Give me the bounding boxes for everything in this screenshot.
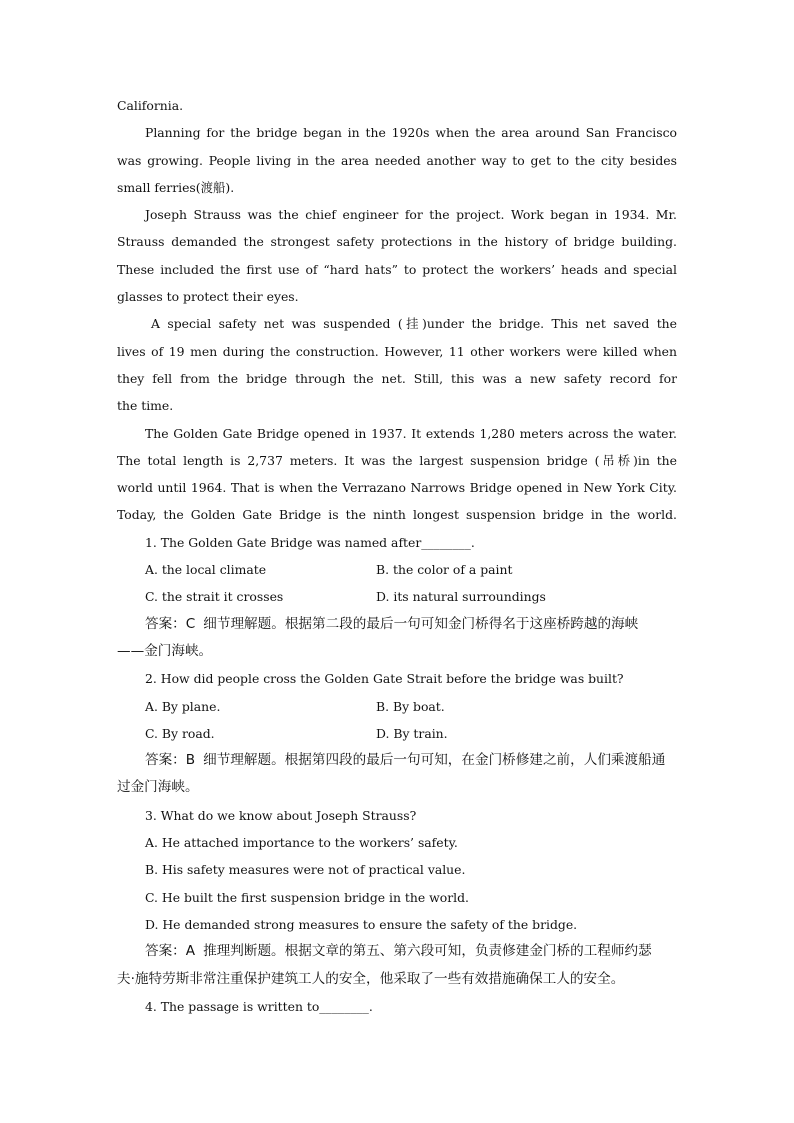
question-stem: 3. What do we know about Joseph Strauss? [145,807,417,823]
passage-line: California. [117,98,184,113]
passage-line: A special safety net was suspended (挂)under the bridge. This net saved the [151,316,677,332]
question-stem: 2. How did people cross the Golden Gate Strait before the bridge was built? [145,671,624,687]
answer-label: 答案：C [145,615,196,632]
question-options-row [117,720,677,747]
passage-line: These included the first use of “hard hats” to protect the workers’ heads and special [117,261,677,277]
passage-line: was growing. People living in the area needed another way to get to the city besides [117,152,677,168]
question-options-row [117,556,677,583]
explanation-continuation: 过金门海峡。 [117,779,199,796]
question-options-row [117,583,677,610]
passage-line: The total length is 2,737 meters. It was the largest suspension bridge (吊桥)in the [117,452,677,468]
option-b: B. By boat. [376,698,445,714]
answer-explanation [117,938,677,965]
explanation-text: 细节理解题。根据第四段的最后一句可知，在金门桥修建之前，人们乘渡船通 [203,752,666,769]
option-a: A. the local climate [145,562,267,578]
explanation-continuation: 夫·施特劳斯非常注重保护建筑工人的安全，他采取了一些有效措施确保工人的安全。 [117,970,625,987]
answer-explanation [117,611,677,638]
passage-line: Planning for the bridge began in the 1920s when the area around San Francisco [145,125,677,141]
passage-line: world until 1964. That is when the Verrazano Narrows Bridge opened in New York City. [117,480,677,496]
question-stem: 1. The Golden Gate Bridge was named after________. [145,534,475,550]
option-c: C. He built the first suspension bridge in the world. [145,889,469,905]
option-d: D. He demanded strong measures to ensure the safety of the bridge. [145,916,578,932]
passage-line: Strauss demanded the strongest safety protections in the history of bridge building. [117,234,677,250]
option-d: D. its natural surroundings [376,589,546,605]
passage-line: Joseph Strauss was the chief engineer for the project. Work began in 1934. Mr. [145,207,677,223]
option-d: D. By train. [376,725,448,741]
option-a: A. He attached importance to the workers’ safety. [145,835,458,851]
answer-label: 答案：A [145,943,196,960]
passage-line: The Golden Gate Bridge opened in 1937. It extends 1,280 meters across the water. [145,425,677,441]
question-stem: 4. The passage is written to________. [145,998,373,1014]
passage-line: the time. [117,398,174,414]
passage-line: glasses to protect their eyes. [117,289,299,305]
option-c: C. By road. [145,725,215,741]
option-b: B. His safety measures were not of practical value. [145,862,466,878]
passage-line: lives of 19 men during the construction. However, 11 other workers were killed when [117,343,677,359]
explanation-continuation: ——金门海峡。 [117,642,213,659]
passage-line: they fell from the bridge through the net. Still, this was a new safety record for [117,370,677,386]
option-b: B. the color of a paint [376,562,513,578]
passage-line: small ferries(渡船). [117,179,235,195]
option-a: A. By plane. [145,698,221,714]
document-page [117,92,677,1020]
answer-label: 答案：B [145,752,196,769]
question-options-row [117,693,677,720]
answer-explanation [117,747,677,774]
option-c: C. the strait it crosses [145,589,284,605]
passage-line: Today, the Golden Gate Bridge is the ninth longest suspension bridge in the world. [117,507,677,523]
explanation-text: 推理判断题。根据文章的第五、第六段可知，负责修建金门桥的工程师约瑟 [203,943,652,960]
explanation-text: 细节理解题。根据第二段的最后一句可知金门桥得名于这座桥跨越的海峡 [203,615,639,632]
